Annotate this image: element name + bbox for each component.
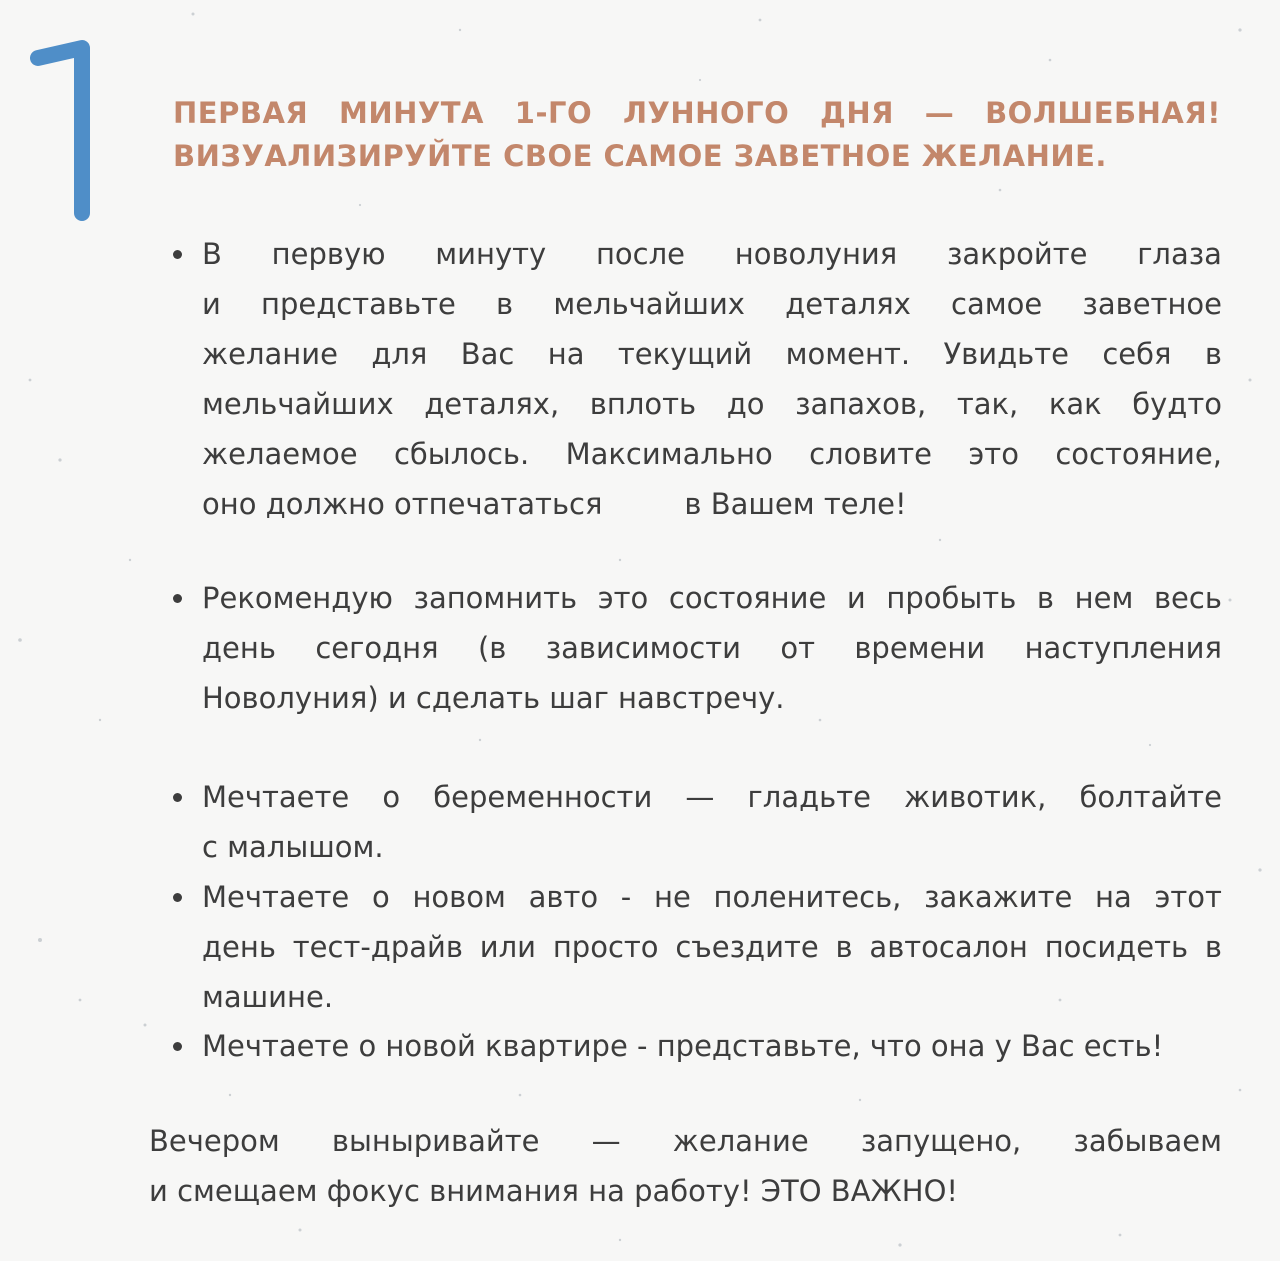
bullet-word: авто — [528, 880, 599, 914]
bullet-word: мельчайших — [202, 387, 394, 421]
heading-word: ДНЯ — [820, 96, 894, 130]
bullet-word: на — [547, 337, 585, 371]
bullet-word: себя — [1102, 337, 1172, 371]
bullet-word: поленитесь, — [713, 880, 902, 914]
bullet-word: запомнить — [413, 581, 578, 615]
bullet-word: Мечтаете — [202, 880, 350, 914]
bullet-word: весь — [1153, 581, 1222, 615]
bullet-word: автосалон — [869, 930, 1028, 964]
bullet-word: до — [726, 387, 765, 421]
bullet-word: в — [1036, 581, 1055, 615]
bullet-word: день — [202, 930, 276, 964]
bullet-text-line — [202, 623, 1222, 673]
bullet-word: машине. — [202, 980, 334, 1014]
bullet-word: о — [382, 780, 401, 814]
bullet-word: времени — [854, 631, 986, 665]
bullet-word: для — [371, 337, 428, 371]
bullet-word: будто — [1132, 387, 1222, 421]
bullet-word: закажите — [924, 880, 1073, 914]
bullet-word: момент. — [785, 337, 911, 371]
bullet-word: беременности — [433, 780, 653, 814]
bullet-word: о — [371, 880, 390, 914]
bullet-word: это — [597, 581, 649, 615]
step-number-one — [30, 38, 110, 223]
bullet-dot — [173, 250, 182, 259]
bullet-word: Мечтаете — [202, 780, 350, 814]
bullet-text-line — [202, 822, 1222, 872]
bullet-word: день — [202, 631, 276, 665]
bullet-word: заветное — [1082, 287, 1222, 321]
heading-word: 1-ГО — [514, 96, 593, 130]
bullet-word: в — [496, 287, 514, 321]
bullet-word: первую — [271, 237, 386, 271]
bullet-word: Мечтаете о новой квартире - представьте, что она у Вас есть! — [202, 1029, 1164, 1063]
page-heading — [173, 92, 1221, 178]
bullet-text-line — [202, 329, 1222, 379]
footer-word: — — [591, 1124, 621, 1158]
footer-line-1 — [149, 1116, 1222, 1166]
bullet-text-line — [202, 1021, 1222, 1071]
bullet-word: - — [620, 880, 632, 914]
heading-word: МИНУТА — [339, 96, 484, 130]
bullet-word: деталях — [785, 287, 911, 321]
bullet-word: съездите — [675, 930, 819, 964]
bullet-word: мельчайших — [553, 287, 745, 321]
bullet-word: самое — [951, 287, 1043, 321]
bullet-word: и — [846, 581, 866, 615]
bullet-word: — — [685, 780, 715, 814]
bullet-word: (в — [477, 631, 507, 665]
bullet-word: оно должно отпечататься — [202, 487, 603, 521]
bullet-word: просто — [552, 930, 659, 964]
bullet-word: так, — [956, 387, 1019, 421]
bullet-word: не — [653, 880, 691, 914]
bullet-word: представьте — [261, 287, 456, 321]
bullet-word: запахов, — [795, 387, 927, 421]
bullet-word: на — [1095, 880, 1132, 914]
heading-word: — — [924, 96, 955, 130]
bullet-word: зависимости — [545, 631, 741, 665]
bullet-word: или — [479, 930, 537, 964]
bullet-word: животик, — [904, 780, 1047, 814]
bullet-word: Вас — [460, 337, 515, 371]
footer-word: выныривайте — [331, 1124, 540, 1158]
bullet-text-line — [202, 379, 1222, 429]
bullet-word: Новолуния) и сделать шаг навстречу. — [202, 681, 785, 715]
bullet-text-line — [202, 872, 1222, 922]
bullet-word: состояние — [668, 581, 827, 615]
bullet-text-line — [202, 972, 1222, 1022]
bullet-word: сегодня — [315, 631, 439, 665]
bullet-word: нем — [1074, 581, 1134, 615]
bullet-word: в — [835, 930, 853, 964]
footer-word: забываем — [1073, 1124, 1222, 1158]
bullet-word: тест-драйв — [292, 930, 463, 964]
footer-word: Вечером — [149, 1124, 280, 1158]
bullet-word: от — [780, 631, 815, 665]
bullet-text-line — [202, 772, 1222, 822]
bullet-word: с малышом. — [202, 830, 384, 864]
footer-word: желание — [672, 1124, 809, 1158]
bullet-word: В — [202, 237, 222, 271]
bullet-word: состояние, — [1055, 437, 1222, 471]
bullet-dot — [173, 594, 182, 603]
heading-word: ЛУННОГО — [622, 96, 790, 130]
bullet-word: посидеть — [1044, 930, 1189, 964]
bullet-word: желаемое — [202, 437, 358, 471]
heading-word: ВОЛШЕБНАЯ! — [985, 96, 1221, 130]
bullet-word: это — [968, 437, 1019, 471]
bullet-word: гладьте — [747, 780, 871, 814]
bullet-dot — [173, 1042, 182, 1051]
bullet-word: в Вашем теле! — [684, 487, 907, 521]
bullet-word: закройте — [946, 237, 1088, 271]
bullet-dot — [173, 893, 182, 902]
bullet-text-line — [202, 429, 1222, 479]
bullet-word: Максимально — [565, 437, 773, 471]
bullet-dot — [173, 793, 182, 802]
bullet-word: желание — [202, 337, 338, 371]
bullet-word: минуту — [435, 237, 547, 271]
heading-line-1 — [173, 92, 1221, 135]
bullet-text-line — [202, 922, 1222, 972]
bullet-word: в — [1204, 337, 1222, 371]
bullet-word: глаза — [1137, 237, 1222, 271]
footer-word: запущено, — [860, 1124, 1022, 1158]
heading-word: ПЕРВАЯ — [173, 96, 309, 130]
footer-line-2: и смещаем фокус внимания на работу! ЭТО ВАЖНО! — [149, 1174, 959, 1208]
bullet-word: в — [1204, 930, 1222, 964]
bullet-word: сбылось. — [393, 437, 530, 471]
bullet-word: после — [595, 237, 685, 271]
bullet-word: текущий — [617, 337, 753, 371]
bullet-word: Рекомендую — [202, 581, 393, 615]
bullet-text-line — [202, 673, 1222, 723]
bullet-word: деталях, — [424, 387, 560, 421]
bullet-word: наступления — [1024, 631, 1222, 665]
bullet-word: новом — [412, 880, 506, 914]
bullet-word: как — [1048, 387, 1102, 421]
bullet-word: пробыть — [886, 581, 1017, 615]
bullet-word: новолуния — [734, 237, 898, 271]
bullet-word: и — [202, 287, 221, 321]
bullet-text-line — [202, 279, 1222, 329]
bullet-word: этот — [1154, 880, 1222, 914]
bullet-word: Увидьте — [943, 337, 1069, 371]
bullet-text-line — [202, 229, 1222, 279]
bullet-word: словите — [809, 437, 932, 471]
bullet-text-line — [202, 573, 1222, 623]
bullet-text-line — [202, 479, 1222, 529]
heading-line-2: ВИЗУАЛИЗИРУЙТЕ СВОЕ САМОЕ ЗАВЕТНОЕ ЖЕЛАНИЕ. — [173, 139, 1107, 173]
bullet-word: болтайте — [1079, 780, 1222, 814]
bullet-word: вплоть — [589, 387, 697, 421]
